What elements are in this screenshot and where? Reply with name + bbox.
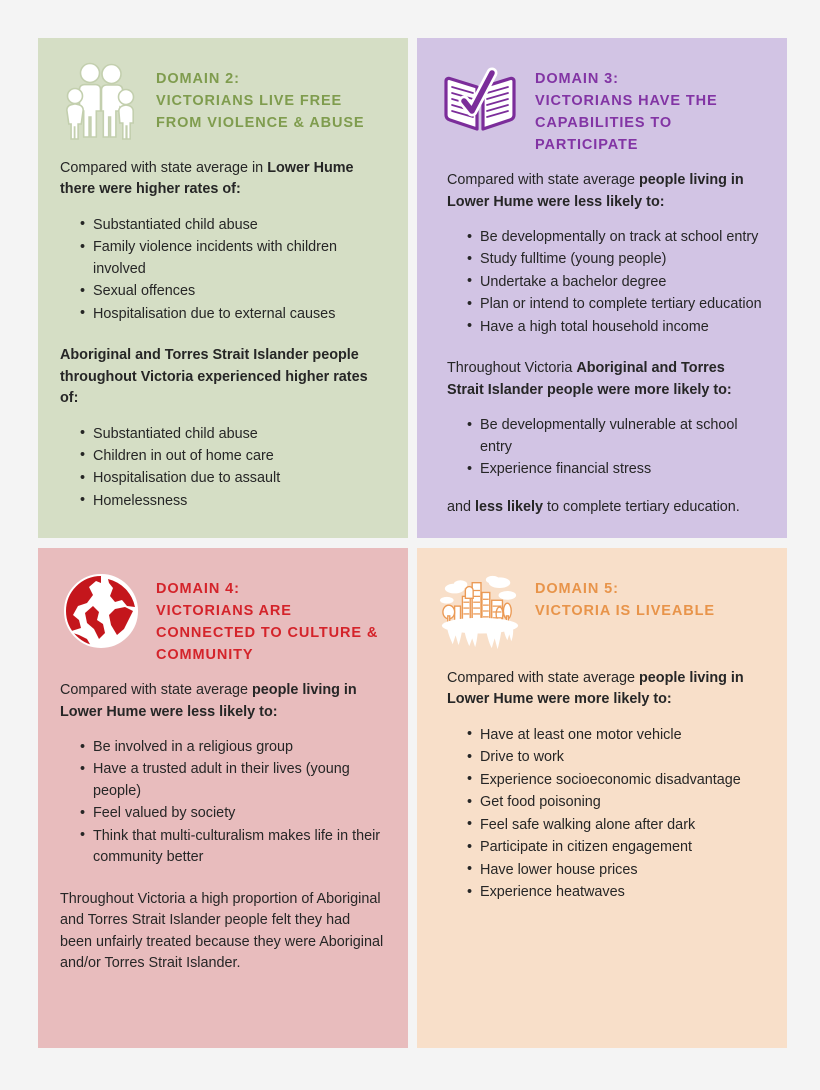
lead-bold: Lower Hume there were higher rates of: <box>60 160 354 198</box>
panel-body <box>439 170 765 518</box>
panel-domain-4 <box>38 548 408 1048</box>
panel-header <box>60 568 386 666</box>
lead-paragraph <box>60 680 386 723</box>
note-bold: less likely <box>475 498 544 515</box>
lead-pre: Compared with state average <box>447 670 639 686</box>
panel-domain-5 <box>417 548 787 1048</box>
bullet-list-primary <box>60 737 386 869</box>
list-item: • Have a trusted adult in their lives (young people) <box>80 759 386 802</box>
panel-title-line2: VICTORIANS ARE CONNECTED TO CULTURE & COMMUNITY <box>156 603 379 664</box>
panel-title-line1: DOMAIN 5: <box>535 581 619 597</box>
list-item: • Plan or intend to complete tertiary education <box>467 294 765 315</box>
panel-grid <box>38 38 787 1048</box>
panel-header <box>60 58 386 144</box>
panel-title <box>156 568 386 666</box>
list-item: • Be developmentally vulnerable at school entry <box>467 415 765 458</box>
list-item: • Feel safe walking alone after dark <box>467 815 765 836</box>
bullet-list-primary <box>447 725 765 904</box>
bullet-list-secondary <box>60 424 386 513</box>
globe-icon <box>60 568 142 654</box>
list-item: • Undertake a bachelor degree <box>467 272 765 293</box>
panel-title-line2: VICTORIA IS LIVEABLE <box>535 603 715 620</box>
note-post: to complete tertiary education. <box>543 498 740 515</box>
note-pre: and <box>447 498 476 515</box>
lead-paragraph <box>60 158 386 201</box>
panel-header <box>439 58 765 156</box>
panel-body <box>60 158 386 512</box>
panel-domain-3 <box>417 38 787 538</box>
list-item: • Study fulltime (young people) <box>467 249 765 270</box>
list-item: • Experience heatwaves <box>467 882 765 903</box>
note-paragraph <box>447 497 765 518</box>
family-icon <box>60 58 142 144</box>
list-item: • Have lower house prices <box>467 860 765 881</box>
list-item: • Substantiated child abuse <box>80 215 386 236</box>
lead-bold: people living in Lower Hume were more likely to: <box>447 670 744 708</box>
panel-title <box>535 568 765 622</box>
lead-pre: Compared with state average <box>60 682 252 699</box>
panel-title-line2: VICTORIANS HAVE THE CAPABILITIES TO PARTICIPATE <box>535 93 718 154</box>
lead-pre: Compared with state average <box>447 172 639 189</box>
secondary-bold: Aboriginal and Torres Strait Islander people were more likely to: <box>447 360 732 398</box>
panel-domain-2 <box>38 38 408 538</box>
list-item: • Drive to work <box>467 747 765 768</box>
panel-body <box>60 680 386 974</box>
list-item: • Hospitalisation due to assault <box>80 468 386 489</box>
panel-title-line1: DOMAIN 2: <box>156 71 240 87</box>
list-item: • Get food poisoning <box>467 792 765 813</box>
list-item: • Experience socioeconomic disadvantage <box>467 770 765 791</box>
list-item: • Have at least one motor vehicle <box>467 725 765 746</box>
list-item: • Be involved in a religious group <box>80 737 386 758</box>
panel-header <box>439 568 765 654</box>
secondary-pre: Throughout Victoria <box>447 360 577 377</box>
list-item: • Think that multi-culturalism makes life in their community better <box>80 826 386 869</box>
bullet-list-primary <box>447 227 765 338</box>
list-item: • Sexual offences <box>80 281 386 302</box>
list-item: • Homelessness <box>80 491 386 512</box>
lead-pre: Compared with state average in <box>60 160 268 176</box>
list-item: • Substantiated child abuse <box>80 424 386 445</box>
lead-paragraph <box>447 668 765 711</box>
panel-title-line1: DOMAIN 4: <box>156 581 240 597</box>
lead-bold: people living in Lower Hume were less likely to: <box>60 682 357 720</box>
list-item: • Have a high total household income <box>467 317 765 338</box>
cityscape-icon <box>439 568 521 654</box>
spacer <box>447 401 765 415</box>
list-item: • Feel valued by society <box>80 803 386 824</box>
secondary-paragraph <box>447 358 765 401</box>
list-item: • Hospitalisation due to external causes <box>80 304 386 325</box>
list-item: • Experience financial stress <box>467 459 765 480</box>
list-item: • Participate in citizen engagement <box>467 837 765 858</box>
book-pencil-icon <box>439 58 521 144</box>
lead-paragraph <box>447 170 765 213</box>
bullet-list-secondary <box>447 415 765 480</box>
list-item: • Family violence incidents with children involved <box>80 237 386 280</box>
lead-bold: people living in Lower Hume were less likely to: <box>447 172 744 210</box>
spacer <box>60 410 386 424</box>
secondary-paragraph: Throughout Victoria a high proportion of Aboriginal and Torres Strait Islander people felt they had been unfairly treated because they were Aboriginal and/or Torres Strait Islander. <box>60 890 384 972</box>
list-item: • Children in out of home care <box>80 446 386 467</box>
panel-title <box>535 58 765 156</box>
panel-title-line2: VICTORIANS LIVE FREE FROM VIOLENCE & ABUSE <box>156 93 365 132</box>
panel-title-line1: DOMAIN 3: <box>535 71 619 87</box>
panel-body <box>439 668 765 904</box>
list-item: • Be developmentally on track at school entry <box>467 227 765 248</box>
bullet-list-primary <box>60 215 386 325</box>
panel-title <box>156 58 386 134</box>
secondary-bold: Aboriginal and Torres Strait Islander people throughout Victoria experienced higher rates of: <box>60 347 368 407</box>
secondary-paragraph <box>60 345 386 409</box>
